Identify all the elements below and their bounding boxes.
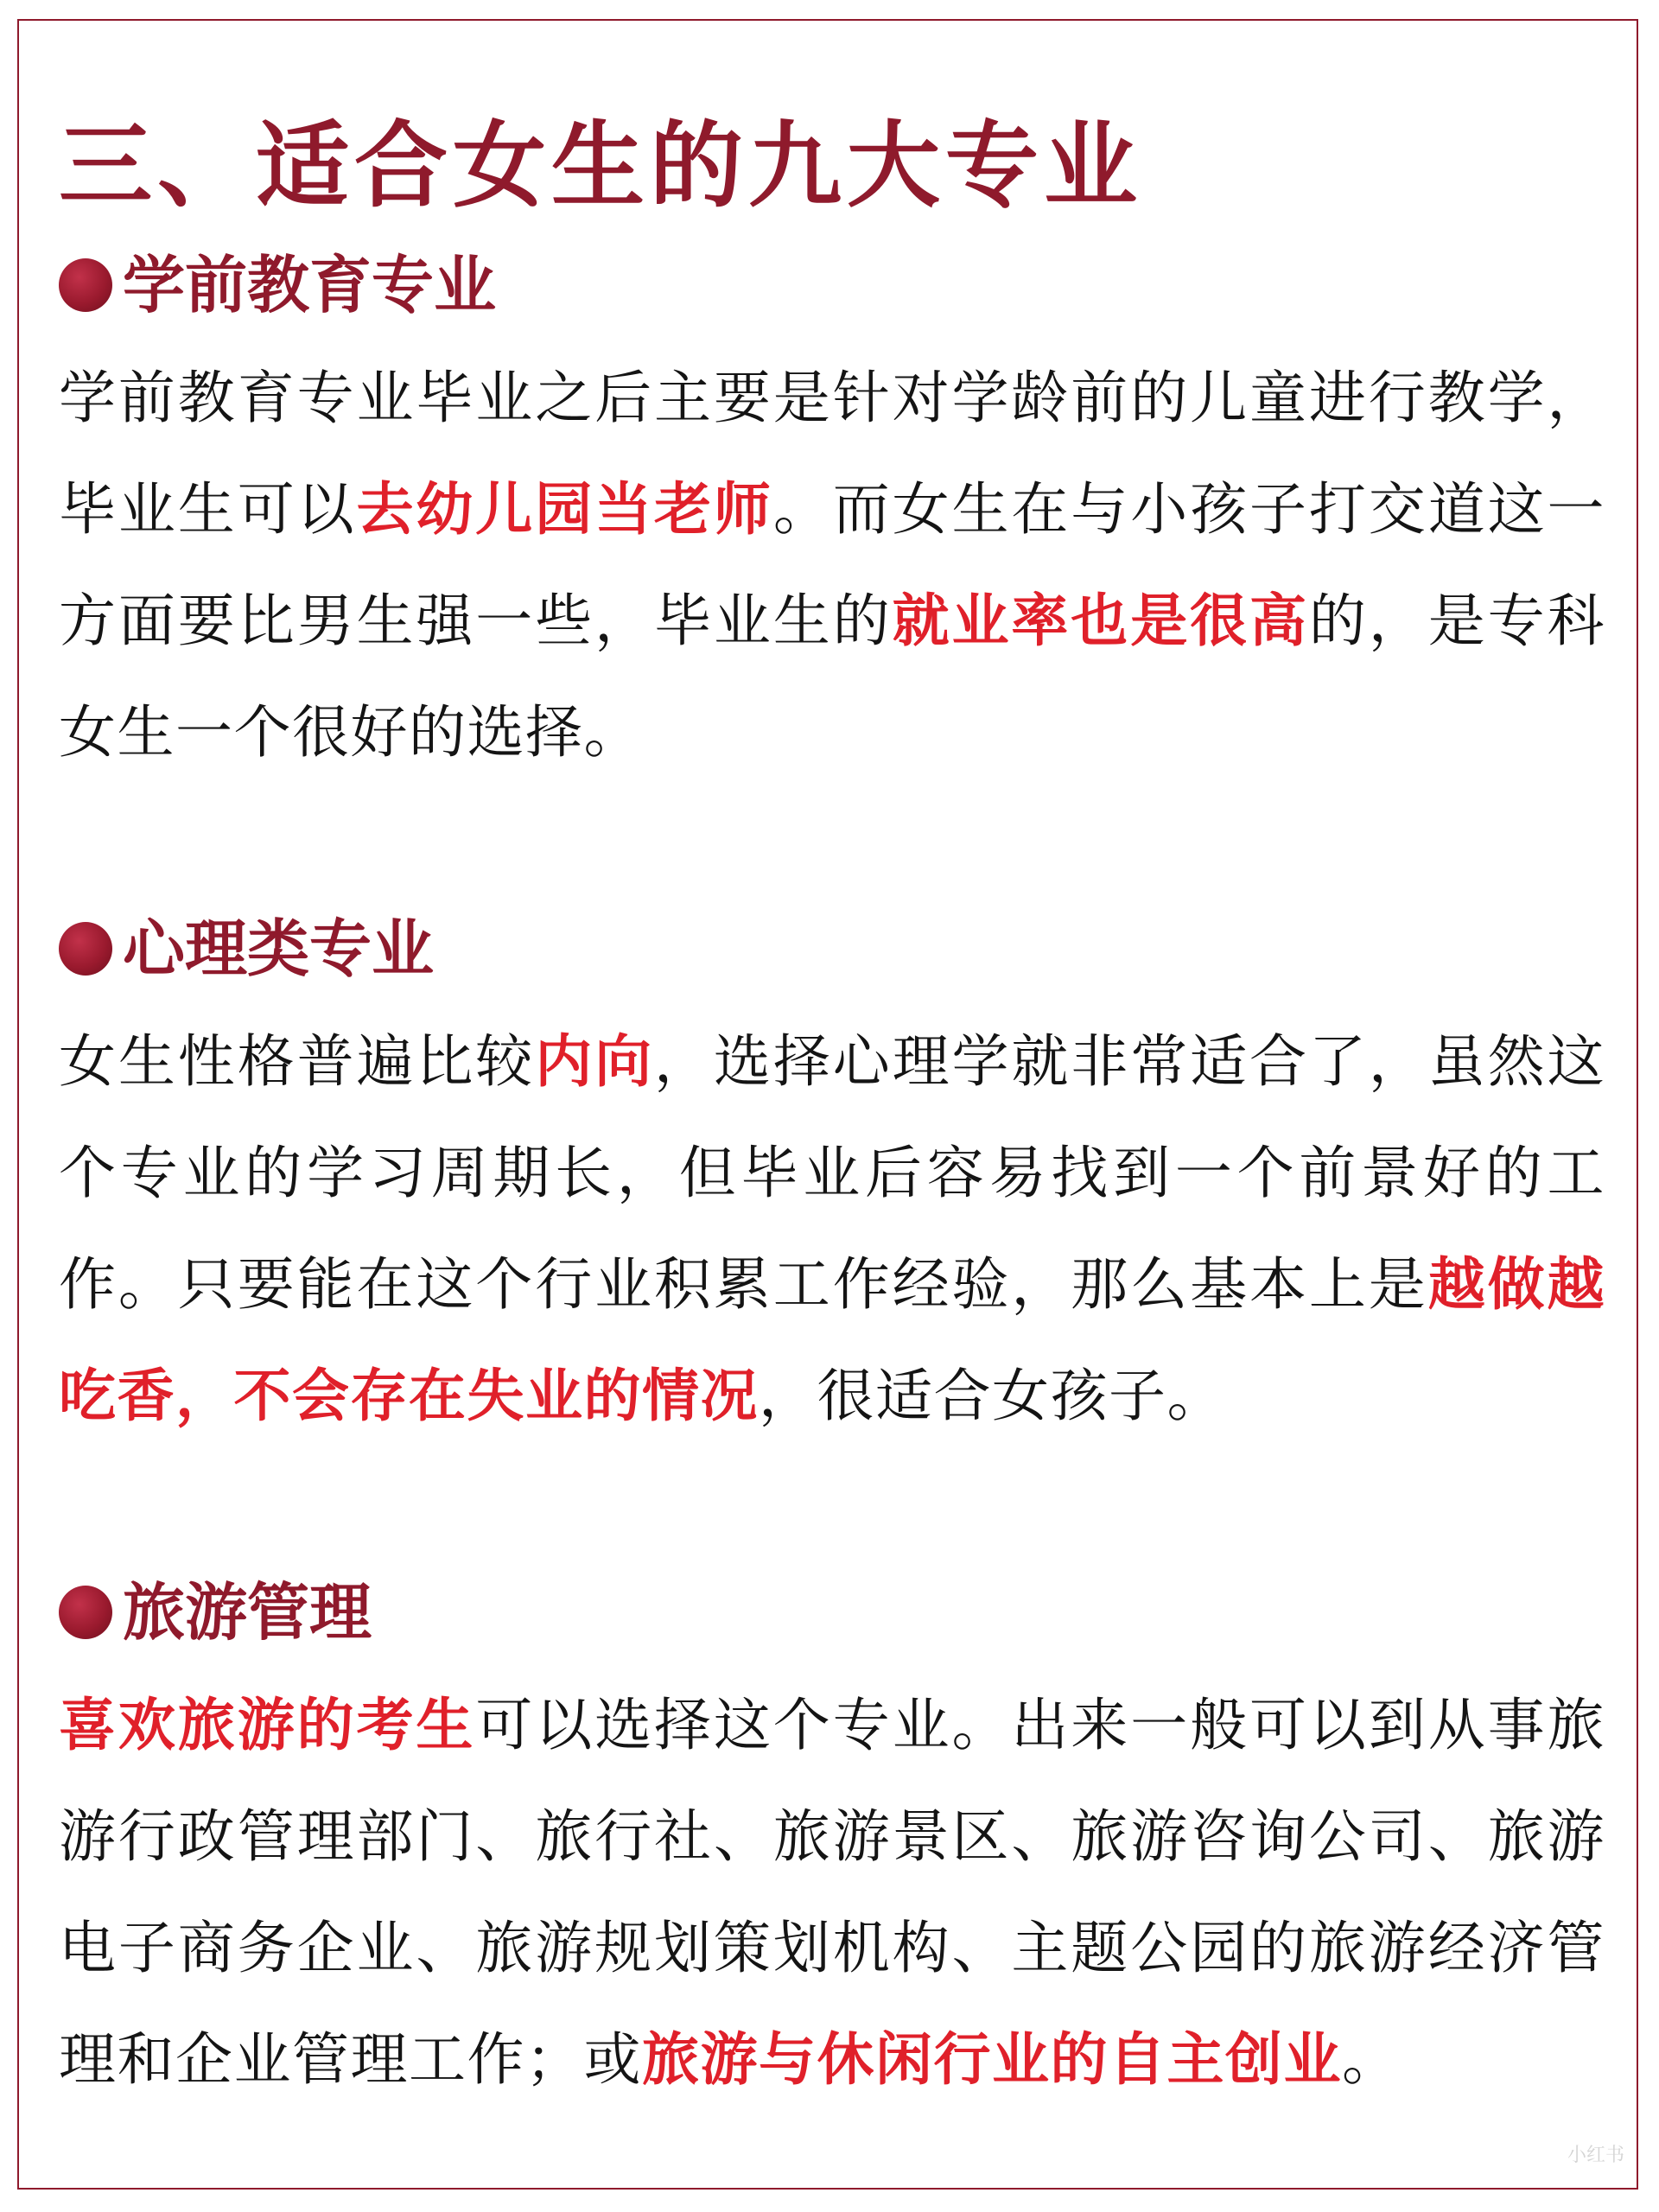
paragraph-text: 女生性格普遍比较 [59, 1028, 536, 1095]
highlight-text: 去幼儿园当老师 [356, 475, 773, 543]
paragraph-text: 。而女生在与小孩子打交道这一方面要比男生强一些，毕业生的 [59, 476, 1606, 654]
paragraph-text: 学前教育专业毕业之后主要是针对学龄前的儿童进行教学，毕业生可以 [59, 365, 1605, 543]
bullet-dot-icon [59, 922, 112, 976]
section-preschool-education [59, 244, 1605, 788]
section-title: 旅游管理 [123, 1576, 372, 1649]
highlight-text: 旅游与休闲行业的自主创业 [642, 2025, 1342, 2093]
section-tourism-management [59, 1571, 1605, 2115]
page-title: 三、适合女生的九大专业 [59, 112, 1143, 220]
section-title: 学前教育专业 [123, 249, 497, 321]
section-heading [59, 1571, 1605, 1654]
section-heading [59, 244, 1605, 327]
paragraph-text: 可以选择这个专业。出来一般可以到从事旅游行政管理部门、旅行社、旅游景区、旅游咨询公司、旅游电子商务企业、旅游规划策划机构、主题公园的旅游经济管理和企业管理工作；或 [59, 1692, 1606, 2093]
paragraph-text: 的，是专科女生一个很好的选择。 [59, 588, 1606, 766]
section-paragraph [59, 1669, 1605, 2115]
section-paragraph [59, 1006, 1605, 1452]
bullet-dot-icon [59, 258, 112, 312]
paragraph-text: ，很适合女孩子。 [759, 1363, 1225, 1429]
bullet-dot-icon [59, 1586, 112, 1639]
section-title: 心理类专业 [123, 912, 435, 985]
section-psychology [59, 907, 1605, 1452]
highlight-text: 越做越吃香，不会存在失业的情况 [59, 1250, 1606, 1429]
highlight-text: 内向 [535, 1027, 655, 1095]
highlight-text: 就业率也是很高 [892, 587, 1309, 654]
highlight-text: 喜欢旅游的考生 [59, 1691, 476, 1758]
paragraph-text: 。 [1342, 2026, 1401, 2093]
paragraph-text: ，选择心理学就非常适合了，虽然这个专业的学习周期长，但毕业后容易找到一个前景好的工作。只要能在这个行业积累工作经验，那么基本上是 [59, 1028, 1606, 1318]
section-paragraph [59, 342, 1605, 788]
section-heading [59, 907, 1605, 990]
watermark: 小红书 [1567, 2145, 1624, 2166]
